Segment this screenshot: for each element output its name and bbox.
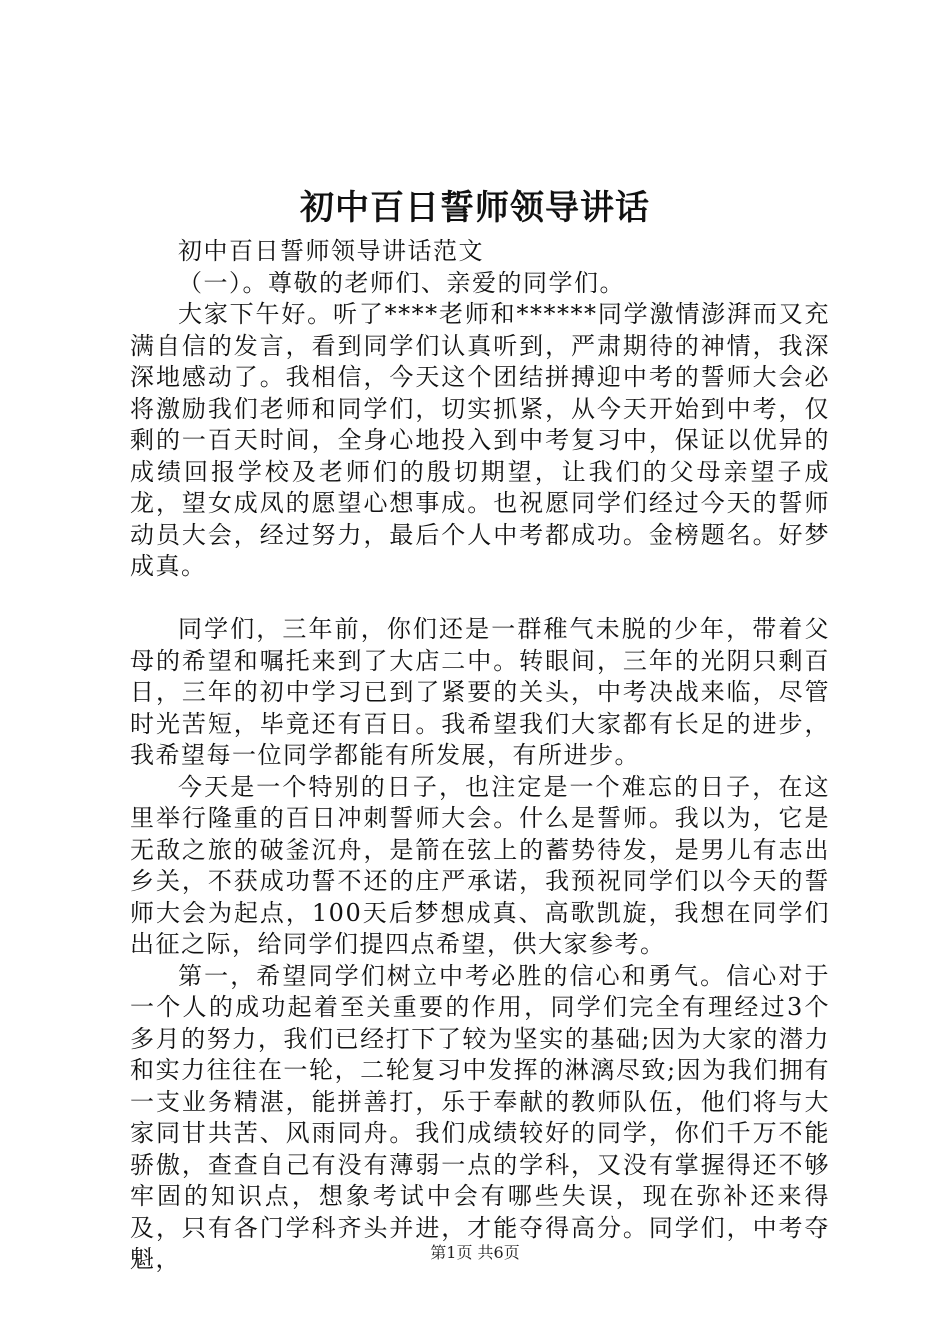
body-paragraph-3: 今天是一个特别的日子，也注定是一个难忘的日子，在这里举行隆重的百日冲刺誓师大会。什么是誓师。我以为，它是无敌之旅的破釜沉舟，是箭在弦上的蓄势待发，是男儿有志出乡关，不获成功誓不还的庄严承诺，我预祝同学们以今天的誓师大会为起点，100天后梦想成真、高歌凯旋，我想在同学们出征之际，给同学们提四点希望，供大家参考。	[130, 772, 830, 958]
body-paragraph-4: 第一，希望同学们树立中考必胜的信心和勇气。信心对于一个人的成功起着至关重要的作用，同学们完全有理经过3个多月的努力，我们已经打下了较为坚实的基础;因为大家的潜力和实力往往在一轮，二轮复习中发挥的淋漓尽致;因为我们拥有一支业务精湛，能拼善打，乐于奉献的教师队伍，他们将与大家同甘共苦、风雨同舟。我们成绩较好的同学，你们千万不能骄傲，查查自己有没有薄弱一点的学科，又没有掌握得还不够牢固的知识点，想象考试中会有哪些失误，现在弥补还来得及，只有各门学科齐头并进，才能夺得高分。同学们，中考夺魁，	[130, 961, 830, 1273]
body-paragraph-2: 同学们，三年前，你们还是一群稚气未脱的少年，带着父母的希望和嘱托来到了大店二中。转眼间，三年的光阴只剩百日，三年的初中学习已到了紧要的关头，中考决战来临，尽管时光苦短，毕竟还有百日。我希望我们大家都有长足的进步，我希望每一位同学都能有所发展，有所进步。	[130, 615, 830, 769]
body-paragraph-1: 大家下午好。听了****老师和******同学激情澎湃而又充满自信的发言，看到同学们认真听到，严肃期待的神情，我深深地感动了。我相信，今天这个团结拼搏迎中考的誓师大会必将激励我们老师和同学们，切实抓紧，从今天开始到中考，仅剩的一百天时间，全身心地投入到中考复习中，保证以优异的成绩回报学校及老师们的殷切期望，让我们的父母亲望子成龙，望女成凤的愿望心想事成。也祝愿同学们经过今天的誓师动员大会，经过努力，最后个人中考都成功。金榜题名。好梦成真。	[130, 300, 830, 580]
salutation-paragraph: （一）。尊敬的老师们、亲爱的同学们。	[178, 268, 625, 297]
document-title: 初中百日誓师领导讲话	[300, 188, 650, 228]
document-body	[130, 236, 830, 1276]
subtitle-paragraph: 初中百日誓师领导讲话范文	[178, 237, 484, 265]
page-footer: 第1页 共6页	[430, 1243, 520, 1262]
